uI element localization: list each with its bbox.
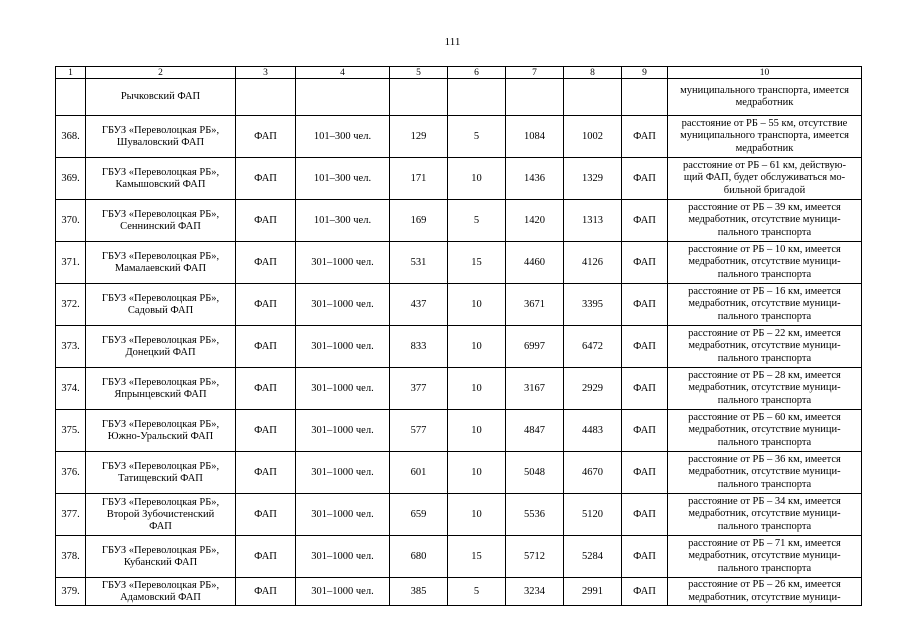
facility-name-cell xyxy=(86,284,236,326)
column-header: 6 xyxy=(448,67,506,79)
table-row xyxy=(56,116,862,158)
note-line: пального транспорта xyxy=(717,394,812,406)
facility-name-cell xyxy=(86,326,236,368)
note-line: медработник, отсутствие муници- xyxy=(688,340,841,352)
value-cell xyxy=(506,79,564,116)
value-cell: 10 xyxy=(448,368,506,410)
value-cell: 3167 xyxy=(506,368,564,410)
population-range-cell: 301–1000 чел. xyxy=(296,452,390,494)
population-range-cell: 101–300 чел. xyxy=(296,116,390,158)
table-row xyxy=(56,410,862,452)
note-cell xyxy=(668,326,862,368)
note-cell xyxy=(668,368,862,410)
facility-name-cell xyxy=(86,536,236,578)
note-cell xyxy=(668,116,862,158)
facility-type-cell: ФАП xyxy=(236,158,296,200)
row-number-cell: 371. xyxy=(56,242,86,284)
facility-type-cell: ФАП xyxy=(236,494,296,536)
table-row xyxy=(56,284,862,326)
note-line: расстояние от РБ – 28 км, имеется xyxy=(688,369,841,381)
note-line: пального транспорта xyxy=(717,352,812,364)
value-cell: 15 xyxy=(448,242,506,284)
value-cell: 437 xyxy=(390,284,448,326)
note-line: расстояние от РБ – 22 км, имеется xyxy=(688,327,841,339)
value-cell: 15 xyxy=(448,536,506,578)
note-line: расстояние от РБ – 34 км, имеется xyxy=(688,495,841,507)
facility-name-cell xyxy=(86,410,236,452)
row-number-cell: 377. xyxy=(56,494,86,536)
planned-type-cell: ФАП xyxy=(622,578,668,606)
value-cell: 385 xyxy=(390,578,448,606)
value-cell: 377 xyxy=(390,368,448,410)
population-range-cell: 301–1000 чел. xyxy=(296,368,390,410)
value-cell: 10 xyxy=(448,326,506,368)
table-row xyxy=(56,368,862,410)
note-line: пального транспорта xyxy=(717,436,812,448)
value-cell xyxy=(564,79,622,116)
page-number: 111 xyxy=(444,36,461,48)
facility-name-cell xyxy=(86,452,236,494)
row-number-cell: 372. xyxy=(56,284,86,326)
row-number-cell: 378. xyxy=(56,536,86,578)
facility-name-line: Донецкий ФАП xyxy=(125,346,196,358)
note-cell xyxy=(668,158,862,200)
note-line: медработник, отсутствие муници- xyxy=(688,214,841,226)
note-line: медработник, отсутствие муници- xyxy=(688,256,841,268)
facility-name-line: ГБУЗ «Переволоцкая РБ», xyxy=(101,292,220,304)
facility-name-cell xyxy=(86,116,236,158)
facility-name-line: ГБУЗ «Переволоцкая РБ», xyxy=(101,496,220,508)
note-line: расстояние от РБ – 71 км, имеется xyxy=(688,537,841,549)
column-header: 2 xyxy=(86,67,236,79)
note-line: медработник xyxy=(735,142,794,154)
facility-name-cell xyxy=(86,158,236,200)
planned-type-cell: ФАП xyxy=(622,284,668,326)
population-range-cell: 301–1000 чел. xyxy=(296,410,390,452)
note-line: расстояние от РБ – 10 км, имеется xyxy=(688,243,841,255)
value-cell: 4483 xyxy=(564,410,622,452)
note-line: медработник, отсутствие муници- xyxy=(688,591,841,603)
note-line: муниципального транспорта, имеется xyxy=(680,130,849,142)
note-line: пального транспорта xyxy=(717,562,812,574)
note-cell xyxy=(668,410,862,452)
facility-name-line: Япрынцевский ФАП xyxy=(114,388,207,400)
population-range-cell: 301–1000 чел. xyxy=(296,242,390,284)
value-cell: 5120 xyxy=(564,494,622,536)
facility-name-cell xyxy=(86,242,236,284)
note-line: медработник, отсутствие муници- xyxy=(688,382,841,394)
note-line: расстояние от РБ – 60 км, имеется xyxy=(688,411,841,423)
facility-name-line: Кубанский ФАП xyxy=(123,556,198,568)
value-cell: 5 xyxy=(448,116,506,158)
note-line: медработник, отсутствие муници- xyxy=(688,466,841,478)
facility-name-cell xyxy=(86,368,236,410)
note-line: медработник, отсутствие муници- xyxy=(688,550,841,562)
value-cell: 1084 xyxy=(506,116,564,158)
value-cell: 1002 xyxy=(564,116,622,158)
column-header: 10 xyxy=(668,67,862,79)
value-cell: 601 xyxy=(390,452,448,494)
facility-type-cell: ФАП xyxy=(236,578,296,606)
table-row xyxy=(56,536,862,578)
note-line: пального транспорта xyxy=(717,310,812,322)
value-cell: 4847 xyxy=(506,410,564,452)
value-cell: 10 xyxy=(448,158,506,200)
population-range-cell: 301–1000 чел. xyxy=(296,578,390,606)
facility-name-line: ФАП xyxy=(149,520,172,532)
column-header: 3 xyxy=(236,67,296,79)
facility-name-line: Мамалаевский ФАП xyxy=(114,262,207,274)
planned-type-cell: ФАП xyxy=(622,536,668,578)
note-line: расстояние от РБ – 61 км, действую- xyxy=(683,159,846,171)
facility-name-line: ГБУЗ «Переволоцкая РБ», xyxy=(101,124,220,136)
row-number-cell: 373. xyxy=(56,326,86,368)
row-number-cell: 374. xyxy=(56,368,86,410)
value-cell: 5048 xyxy=(506,452,564,494)
note-line: расстояние от РБ – 36 км, имеется xyxy=(688,453,841,465)
table-row xyxy=(56,452,862,494)
value-cell: 3234 xyxy=(506,578,564,606)
facility-name-line: ГБУЗ «Переволоцкая РБ», xyxy=(101,418,220,430)
facility-name-line: Южно-Уральский ФАП xyxy=(107,430,214,442)
value-cell: 4460 xyxy=(506,242,564,284)
planned-type-cell: ФАП xyxy=(622,410,668,452)
value-cell: 577 xyxy=(390,410,448,452)
planned-type-cell: ФАП xyxy=(622,242,668,284)
note-line: расстояние от РБ – 26 км, имеется xyxy=(688,579,841,591)
facility-name-line: Садовый ФАП xyxy=(127,304,194,316)
value-cell: 1420 xyxy=(506,200,564,242)
value-cell: 4126 xyxy=(564,242,622,284)
note-line: медработник xyxy=(735,97,794,108)
value-cell: 169 xyxy=(390,200,448,242)
facility-name-cell xyxy=(86,79,236,116)
table-row xyxy=(56,158,862,200)
value-cell: 5 xyxy=(448,578,506,606)
facility-name-line: Второй Зубочистенский xyxy=(106,508,215,520)
column-header: 5 xyxy=(390,67,448,79)
table-row xyxy=(56,494,862,536)
note-cell xyxy=(668,242,862,284)
value-cell: 10 xyxy=(448,452,506,494)
facility-name-cell xyxy=(86,200,236,242)
facility-type-cell: ФАП xyxy=(236,368,296,410)
note-cell xyxy=(668,284,862,326)
planned-type-cell: ФАП xyxy=(622,368,668,410)
note-line: пального транспорта xyxy=(717,268,812,280)
population-range-cell: 101–300 чел. xyxy=(296,158,390,200)
column-header: 8 xyxy=(564,67,622,79)
facility-name-line: ГБУЗ «Переволоцкая РБ», xyxy=(101,250,220,262)
note-cell xyxy=(668,200,862,242)
population-range-cell: 301–1000 чел. xyxy=(296,326,390,368)
note-line: медработник, отсутствие муници- xyxy=(688,298,841,310)
facility-name-line: ГБУЗ «Переволоцкая РБ», xyxy=(101,166,220,178)
note-line: медработник, отсутствие муници- xyxy=(688,424,841,436)
value-cell: 1313 xyxy=(564,200,622,242)
facility-name-line: ГБУЗ «Переволоцкая РБ», xyxy=(101,544,220,556)
value-cell: 680 xyxy=(390,536,448,578)
value-cell: 129 xyxy=(390,116,448,158)
facility-type-cell: ФАП xyxy=(236,242,296,284)
facility-type-cell: ФАП xyxy=(236,200,296,242)
facility-name-line: Шуваловский ФАП xyxy=(116,136,205,148)
value-cell: 171 xyxy=(390,158,448,200)
value-cell xyxy=(448,79,506,116)
table-row xyxy=(56,242,862,284)
value-cell: 5 xyxy=(448,200,506,242)
population-range-cell: 301–1000 чел. xyxy=(296,494,390,536)
value-cell: 5712 xyxy=(506,536,564,578)
table-body xyxy=(56,79,862,606)
value-cell: 659 xyxy=(390,494,448,536)
value-cell: 1329 xyxy=(564,158,622,200)
value-cell: 5284 xyxy=(564,536,622,578)
row-number-cell: 376. xyxy=(56,452,86,494)
column-header: 9 xyxy=(622,67,668,79)
facility-name-line: Рычковский ФАП xyxy=(120,91,201,102)
row-number-cell: 370. xyxy=(56,200,86,242)
facility-type-cell xyxy=(236,79,296,116)
facility-name-line: ГБУЗ «Переволоцкая РБ», xyxy=(101,208,220,220)
population-range-cell: 301–1000 чел. xyxy=(296,536,390,578)
planned-type-cell: ФАП xyxy=(622,452,668,494)
note-cell xyxy=(668,494,862,536)
note-line: расстояние от РБ – 16 км, имеется xyxy=(688,285,841,297)
facility-name-cell xyxy=(86,578,236,606)
facility-name-line: ГБУЗ «Переволоцкая РБ», xyxy=(101,376,220,388)
value-cell: 2929 xyxy=(564,368,622,410)
row-number-cell: 379. xyxy=(56,578,86,606)
row-number-cell: 368. xyxy=(56,116,86,158)
planned-type-cell xyxy=(622,79,668,116)
row-number-cell xyxy=(56,79,86,116)
population-range-cell xyxy=(296,79,390,116)
facility-name-line: Камышовский ФАП xyxy=(115,178,206,190)
planned-type-cell: ФАП xyxy=(622,494,668,536)
facility-type-cell: ФАП xyxy=(236,410,296,452)
row-number-cell: 375. xyxy=(56,410,86,452)
note-cell xyxy=(668,578,862,606)
note-line: муниципального транспорта, имеется xyxy=(680,84,849,96)
note-line: расстояние от РБ – 39 км, имеется xyxy=(688,201,841,213)
note-cell xyxy=(668,79,862,116)
note-cell xyxy=(668,536,862,578)
facility-name-cell xyxy=(86,494,236,536)
facility-name-line: Адамовский ФАП xyxy=(120,591,201,603)
population-range-cell: 301–1000 чел. xyxy=(296,284,390,326)
table-row xyxy=(56,578,862,606)
value-cell: 6472 xyxy=(564,326,622,368)
table-row xyxy=(56,79,862,116)
value-cell: 531 xyxy=(390,242,448,284)
facility-name-line: Сеннинский ФАП xyxy=(120,220,201,232)
facility-name-line: ГБУЗ «Переволоцкая РБ», xyxy=(101,579,220,591)
table-row xyxy=(56,326,862,368)
value-cell: 10 xyxy=(448,410,506,452)
value-cell: 3671 xyxy=(506,284,564,326)
population-range-cell: 101–300 чел. xyxy=(296,200,390,242)
row-number-cell: 369. xyxy=(56,158,86,200)
facilities-table xyxy=(55,66,862,606)
column-header: 7 xyxy=(506,67,564,79)
facility-type-cell: ФАП xyxy=(236,116,296,158)
value-cell: 1436 xyxy=(506,158,564,200)
column-header: 4 xyxy=(296,67,390,79)
note-line: медработник, отсутствие муници- xyxy=(688,508,841,520)
note-cell xyxy=(668,452,862,494)
planned-type-cell: ФАП xyxy=(622,326,668,368)
value-cell: 4670 xyxy=(564,452,622,494)
value-cell: 833 xyxy=(390,326,448,368)
note-line: пального транспорта xyxy=(717,478,812,490)
note-line: щий ФАП, будет обслуживаться мо- xyxy=(683,172,846,184)
facility-type-cell: ФАП xyxy=(236,536,296,578)
note-line: пального транспорта xyxy=(717,226,812,238)
facility-type-cell: ФАП xyxy=(236,284,296,326)
facility-name-line: ГБУЗ «Переволоцкая РБ», xyxy=(101,460,220,472)
facility-type-cell: ФАП xyxy=(236,452,296,494)
planned-type-cell: ФАП xyxy=(622,158,668,200)
column-header: 1 xyxy=(56,67,86,79)
value-cell: 6997 xyxy=(506,326,564,368)
value-cell xyxy=(390,79,448,116)
note-line: расстояние от РБ – 55 км, отсутствие xyxy=(681,117,848,129)
planned-type-cell: ФАП xyxy=(622,200,668,242)
note-line: пального транспорта xyxy=(717,520,812,532)
value-cell: 3395 xyxy=(564,284,622,326)
facility-name-line: Татищевский ФАП xyxy=(118,472,203,484)
value-cell: 5536 xyxy=(506,494,564,536)
facility-type-cell: ФАП xyxy=(236,326,296,368)
table-row xyxy=(56,200,862,242)
note-line: бильной бригадой xyxy=(723,184,806,196)
value-cell: 10 xyxy=(448,284,506,326)
value-cell: 2991 xyxy=(564,578,622,606)
planned-type-cell: ФАП xyxy=(622,116,668,158)
value-cell: 10 xyxy=(448,494,506,536)
column-number-row xyxy=(56,67,862,79)
facility-name-line: ГБУЗ «Переволоцкая РБ», xyxy=(101,334,220,346)
